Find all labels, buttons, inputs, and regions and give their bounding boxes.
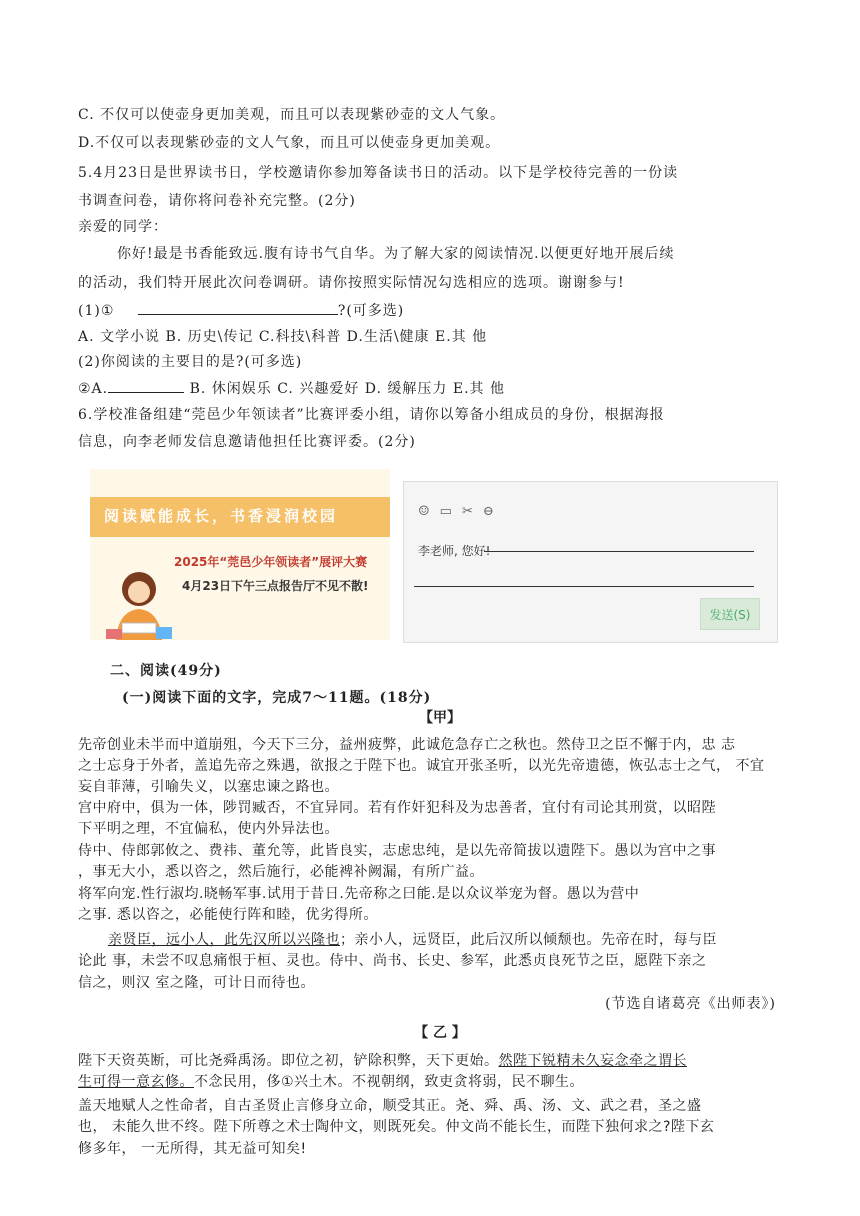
poster-slogan: 阅读赋能成长，书香浸润校园 <box>104 507 339 525</box>
emoji-icon[interactable]: ☺ <box>418 504 430 519</box>
yi-line-1-text: 陛下天资英断，可比尧舜禹汤。即位之初，铲除积弊，天下更始。 <box>78 1053 499 1069</box>
jia-source: (节选自诸葛亮《出师表》) <box>605 996 776 1012</box>
yi-line-5: 修多年， 一无所得，其无益可知矣! <box>78 1141 307 1157</box>
q6-stem-line1: 6.学校准备组建“莞邑少年领读者”比赛评委小组，请你以筹备小组成员的身份，根据海报 <box>78 407 665 423</box>
q5-item2-question: (2)你阅读的主要目的是?(可多选) <box>78 354 303 370</box>
yi-line-4: 也， 未能久世不终。陛下所尊之术士陶仲文，则既死矣。仲文尚不能长生，而陛下独何求之?陛下玄 <box>78 1119 715 1135</box>
jia-line-1: 先帝创业未半而中道崩殂，今天下三分，益州疲弊，此诚危急存亡之秋也。然侍卫之臣不懈于内，忠 志 <box>78 737 736 753</box>
yi-line-2-text: 不念民用，侈①兴土木。不视朝纲，致吏贪将弱，民不聊生。 <box>194 1074 585 1090</box>
q5-greeting: 亲爱的同学： <box>78 219 168 235</box>
chat-message-box <box>403 481 778 643</box>
jia-line-12: 信之，则汉 室之隆，可计日而待也。 <box>78 975 315 991</box>
q4-option-c: C. 不仅可以使壶身更加美观，而且可以表现紫砂壶的文人气象。 <box>78 107 506 123</box>
q5-item2 <box>78 378 505 399</box>
part-title: (一)阅读下面的文字，完成7～11题。(18分) <box>122 690 432 706</box>
q5-item1-suffix: ?(可多选) <box>337 303 405 319</box>
jia-line-7: ，事无大小，悉以咨之，然后施行，必能裨补阙漏，有所广益。 <box>78 864 484 880</box>
q5-stem-line2: 书调查问卷，请你将问卷补充完整。(2分) <box>78 193 356 209</box>
jia-line-11: 论此 事，未尝不叹息痛恨于桓、灵也。侍中、尚书、长史、参军，此悉贞良死节之臣，愿陛下亲之 <box>78 953 707 969</box>
q5-item1-blank[interactable] <box>138 300 338 315</box>
jia-line-9: 之事. 悉以咨之，必能使行阵和睦，优劣得所。 <box>78 907 378 923</box>
q5-item1 <box>78 300 404 321</box>
chat-toolbar <box>418 504 494 519</box>
scissors-icon[interactable]: ✂ <box>461 504 473 519</box>
poster-event: 2025年“莞邑少年领读者”展评大赛 <box>174 555 368 569</box>
reading-girl-illustration <box>104 567 174 640</box>
chat-greeting: 李老师, 您好! <box>418 544 491 558</box>
q5-item2-options: B. 休闲娱乐 C. 兴趣爱好 D. 缓解压力 E.其 他 <box>184 381 505 397</box>
jia-line-4: 宫中府中，俱为一体，陟罚臧否，不宜异同。若有作奸犯科及为忠善者，宜付有司论其刑赏，以昭陛 <box>78 800 716 816</box>
send-button[interactable]: 发送(S) <box>700 598 760 630</box>
q4-option-d: D.不仅可以表现紫砂壶的文人气象，而且可以使壶身更加美观。 <box>78 135 501 151</box>
reading-poster <box>90 469 390 640</box>
q5-stem-line1: 5.4月23日是世界读书日，学校邀请你参加筹备读书日的活动。以下是学校待完善的一份读 <box>78 165 679 181</box>
q5-item2-prefix: ②A. <box>78 381 109 397</box>
folder-icon[interactable]: ▭ <box>439 504 452 519</box>
yi-line-3: 盖天地赋人之性命者，自古圣贤止言修身立命，顺受其正。尧、舜、禹、汤、文、武之君，圣之盛 <box>78 1098 702 1114</box>
yi-line-1 <box>78 1051 687 1071</box>
jia-line-5: 下平明之理，不宜偏私，使内外异法也。 <box>78 821 339 837</box>
jia-underlined-sentence: 亲贤臣，远小人，此先汉所以兴隆也 <box>108 932 340 948</box>
q6-stem-line2: 信息，向李老师发信息邀请他担任比赛评委。(2分) <box>78 434 416 450</box>
q5-item1-prefix: (1)① <box>78 303 115 319</box>
yi-underlined-part-2: 生可得一意玄修。 <box>78 1074 194 1090</box>
q5-intro-line1: 你好!最是书香能致远.腹有诗书气自华。为了解大家的阅读情况.以便更好地开展后续 <box>117 246 675 262</box>
yi-title: 【 乙 】 <box>414 1025 466 1041</box>
jia-line-6: 侍中、侍郎郭攸之、费祎、董允等，此皆良实，志虑忠纯，是以先帝简拔以遗陛下。愚以为宫中之事 <box>78 843 716 859</box>
jia-line-10 <box>78 930 717 950</box>
jia-title: 【甲】 <box>419 710 461 726</box>
jia-line-8: 将军向宠.性行淑均.晓畅军事.试用于昔日.先帝称之曰能.是以众议举宠为督。愚以为营中 <box>78 886 640 902</box>
poster-time: 4月23日下午三点报告厅不见不散! <box>182 579 369 593</box>
chat-answer-line-1[interactable] <box>484 551 754 552</box>
yi-line-2 <box>78 1072 584 1092</box>
jia-line-3: 妄自菲薄，引喻失义，以塞忠谏之路也。 <box>78 779 339 795</box>
yi-underlined-part-1: 然陛下锐精未久妄念牵之谓长 <box>498 1053 687 1069</box>
chat-answer-line-2[interactable] <box>414 586 754 587</box>
jia-line-10-rest: ；亲小人，远贤臣，此后汉所以倾颓也。先帝在时，每与臣 <box>340 932 717 948</box>
q5-item2-blank[interactable] <box>108 378 184 393</box>
jia-line-2: 之士忘身于外者，盖追先帝之殊遇，欲报之于陛下也。诚宜开张圣听，以光先帝遗德，恢弘志士之气， 不宜 <box>78 758 765 774</box>
q5-item1-options: A. 文学小说 B. 历史\传记 C.科技\科普 D.生活\健康 E.其 他 <box>78 329 488 345</box>
minus-circle-icon[interactable]: ⊖ <box>482 504 494 519</box>
section-title: 二、阅读(49分) <box>110 663 222 679</box>
q5-intro-line2: 的活动，我们特开展此次问卷调研。请你按照实际情况勾选相应的选项。谢谢参与! <box>78 275 625 291</box>
